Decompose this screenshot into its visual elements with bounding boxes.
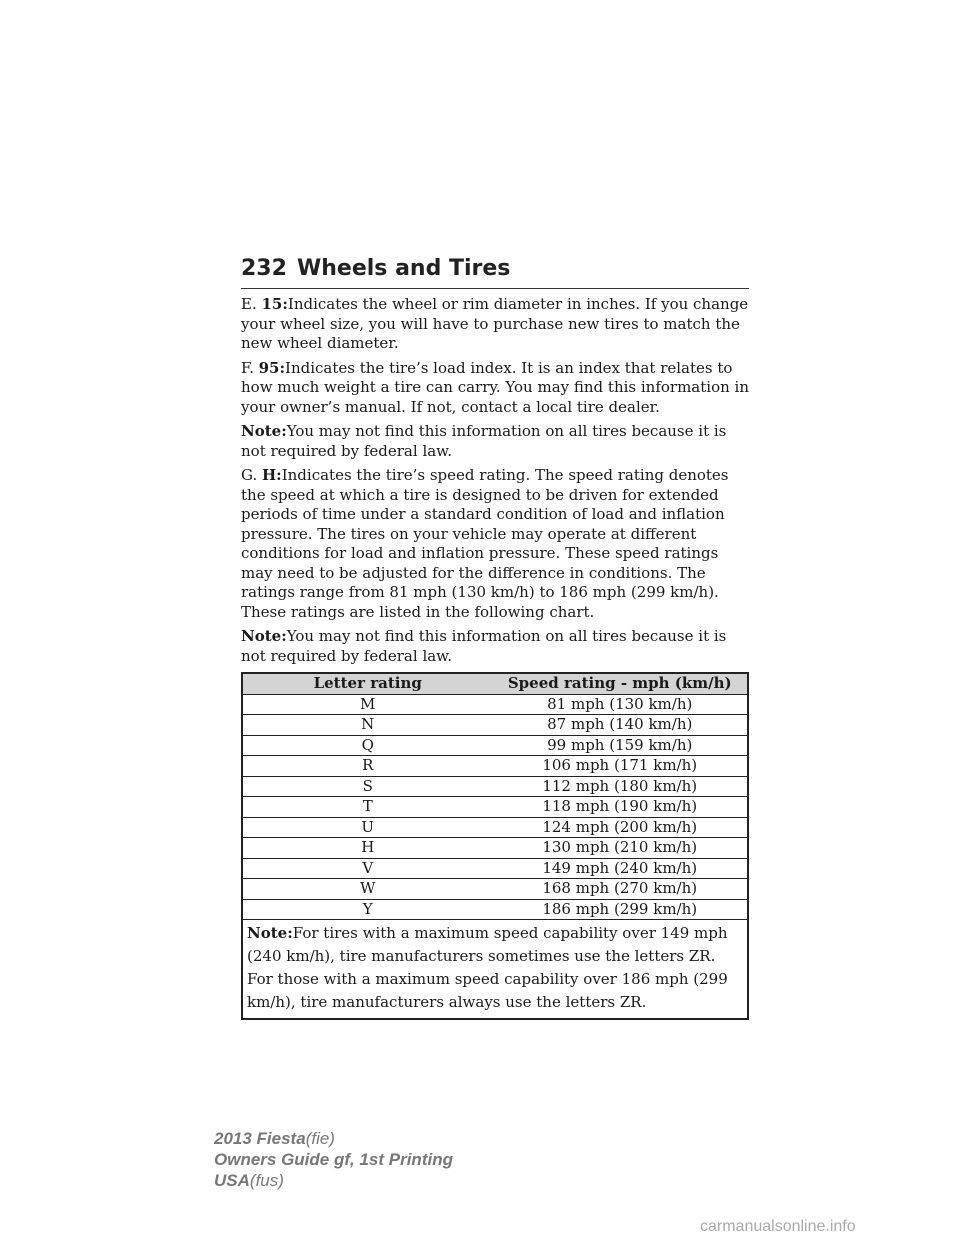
note-paragraph <box>241 422 749 461</box>
table-row: Q 99 mph (159 km/h) <box>242 735 748 756</box>
footer-line-guide: Owners Guide gf, 1st Printing <box>214 1150 453 1169</box>
footer-line-region: USA(fus) <box>214 1171 284 1190</box>
page-number: 232 <box>241 256 287 281</box>
table-note-row <box>242 920 748 1020</box>
watermark-text: carmanualsonline.info <box>700 1218 856 1235</box>
paragraph-text: Indicates the wheel or rim diameter in inches. If you change your wheel size, you will have to purchase new tires to match the new wheel diameter. <box>241 295 749 352</box>
footer-line-model: 2013 Fiesta(fie) <box>214 1129 335 1148</box>
speed-rating-table <box>241 672 749 1020</box>
table-row: W 168 mph (270 km/h) <box>242 879 748 900</box>
paragraph-f: F. 95:Indicates the tire’s load index. It is an index that relates to how much weight a tire can carry. You may find this information in your owner’s manual. If not, contact a local tire dealer. <box>241 358 749 416</box>
table-note <box>242 920 748 1020</box>
table-row: M 81 mph (130 km/h) <box>242 694 748 715</box>
note-text: For tires with a maximum speed capability over 149 mph (240 km/h), tire manufacturers sometimes use the letters ZR. For those with a maximum speed capability over 186 mph (299 km/h), tire manufacturers always use the letters ZR. <box>247 924 728 1011</box>
column-header-speed: Speed rating - mph (km/h) <box>492 673 748 694</box>
table-row: T 118 mph (190 km/h) <box>242 797 748 818</box>
term-label: 95: <box>258 358 286 377</box>
paragraph-text: Indicates the tire’s speed rating. The speed rating denotes the speed at which a tire is designed to be driven for extended periods of time under a standard condition of load and inflation pressure. The tires on your vehicle may operate at different conditions for load and inflation pressure. These speed ratings may need to be adjusted for the difference in conditions. The ratings range from 81 mph (130 km/h) to 186 mph (299 km/h). These ratings are listed in the following chart. <box>241 466 729 621</box>
table-row: Y 186 mph (299 km/h) <box>242 899 748 920</box>
paragraph-e: E. 15:Indicates the wheel or rim diameter in inches. If you change your wheel size, you will have to purchase new tires to match the new wheel diameter. <box>241 295 749 352</box>
section-title: Wheels and Tires <box>297 256 511 281</box>
page-header <box>241 256 749 289</box>
term-label: 15: <box>261 295 288 313</box>
note-label: Note: <box>241 422 287 440</box>
table-row: N 87 mph (140 km/h) <box>242 715 748 736</box>
table-row: S 112 mph (180 km/h) <box>242 776 748 797</box>
table-row: U 124 mph (200 km/h) <box>242 817 748 838</box>
table-row: H 130 mph (210 km/h) <box>242 838 748 859</box>
note-paragraph <box>241 627 749 666</box>
page-content <box>241 295 749 1020</box>
table-header-row <box>242 673 748 694</box>
paragraph-text: Indicates the tire’s load index. It is an index that relates to how much weight a tire can carry. You may find this information in your owner’s manual. If not, contact a local tire dealer. <box>241 358 749 416</box>
paragraph-text: You may not find this information on all tires because it is not required by federal law. <box>241 627 727 665</box>
note-label: Note: <box>241 627 287 645</box>
table-row: V 149 mph (240 km/h) <box>242 858 748 879</box>
paragraph-text: You may not find this information on all tires because it is not required by federal law. <box>241 422 727 460</box>
note-label: Note: <box>247 924 293 942</box>
column-header-letter: Letter rating <box>242 673 492 694</box>
term-label: H: <box>262 466 282 484</box>
print-footer <box>214 1128 453 1191</box>
table-row: R 106 mph (171 km/h) <box>242 756 748 777</box>
paragraph-g: G. H:Indicates the tire’s speed rating. The speed rating denotes the speed at which a tire is designed to be driven for extended periods of time under a standard condition of load and inflation pressure. The tires on your vehicle may operate at different conditions for load and inflation pressure. These speed ratings may need to be adjusted for the difference in conditions. The ratings range from 81 mph (130 km/h) to 186 mph (299 km/h). These ratings are listed in the following chart. <box>241 466 729 621</box>
